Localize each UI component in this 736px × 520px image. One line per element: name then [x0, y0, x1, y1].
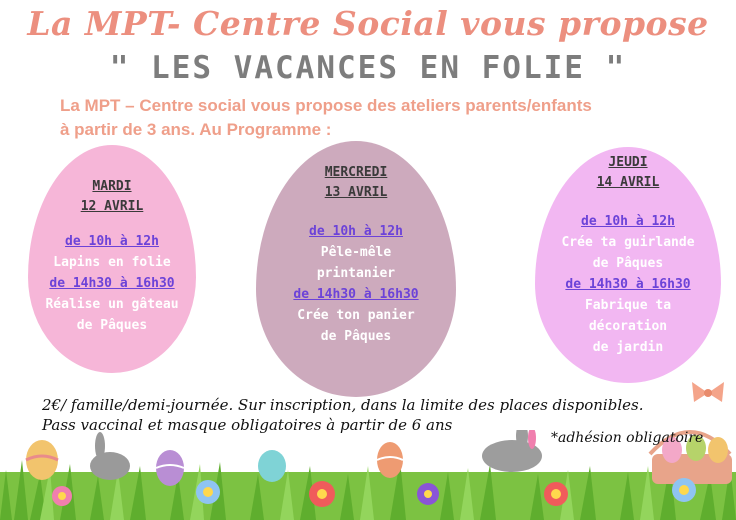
membership-note: *adhésion obligatoire — [551, 430, 704, 446]
intro-line-1: La MPT – Centre social vous propose des ateliers parents/enfants — [60, 96, 592, 115]
wednesday-schedule — [256, 163, 456, 347]
wednesday-day: MERCREDI — [324, 165, 388, 180]
tuesday-morning-time: de 10h à 12h — [65, 234, 159, 249]
intro-line-2: à partir de 3 ans. Au Programme : — [60, 120, 332, 139]
thursday-afternoon-activity-1: Fabrique ta — [584, 298, 672, 313]
wednesday-afternoon-activity-2: de Pâques — [320, 329, 392, 344]
thursday-day: JEUDI — [608, 155, 648, 170]
wednesday-date: 13 AVRIL — [324, 185, 388, 200]
price-info: 2€/ famille/demi-journée. Sur inscription, dans la limite des places disponibles. — [42, 396, 644, 414]
thursday-morning-time: de 10h à 12h — [581, 214, 675, 229]
thursday-afternoon-activity-2: décoration — [588, 319, 668, 334]
wednesday-morning-activity-1: Pêle-mêle — [320, 245, 392, 260]
tuesday-afternoon-time: de 14h30 à 16h30 — [49, 276, 175, 291]
thursday-date: 14 AVRIL — [596, 175, 660, 190]
tuesday-afternoon-activity-2: de Pâques — [76, 318, 148, 333]
thursday-schedule — [535, 153, 721, 358]
wednesday-morning-activity-2: printanier — [316, 266, 396, 281]
tuesday-day: MARDI — [92, 179, 132, 194]
wednesday-afternoon-time: de 14h30 à 16h30 — [293, 287, 419, 302]
tuesday-date: 12 AVRIL — [80, 199, 144, 214]
tuesday-afternoon-activity-1: Réalise un gâteau — [45, 297, 179, 312]
wednesday-morning-time: de 10h à 12h — [309, 224, 403, 239]
thursday-morning-activity-2: de Pâques — [592, 256, 664, 271]
thursday-afternoon-time: de 14h30 à 16h30 — [565, 277, 691, 292]
tuesday-morning-activity: Lapins en folie — [53, 255, 171, 270]
thursday-afternoon-activity-3: de jardin — [592, 340, 664, 355]
intro-text — [60, 94, 680, 142]
script-title: La MPT- Centre Social vous propose — [27, 4, 709, 43]
sanitary-info: Pass vaccinal et masque obligatoires à partir de 6 ans — [42, 416, 453, 434]
wednesday-afternoon-activity-1: Crée ton panier — [297, 308, 415, 323]
tuesday-schedule — [28, 177, 196, 336]
main-title: " LES VACANCES EN FOLIE " — [109, 50, 627, 86]
thursday-morning-activity-1: Crée ta guirlande — [561, 235, 695, 250]
